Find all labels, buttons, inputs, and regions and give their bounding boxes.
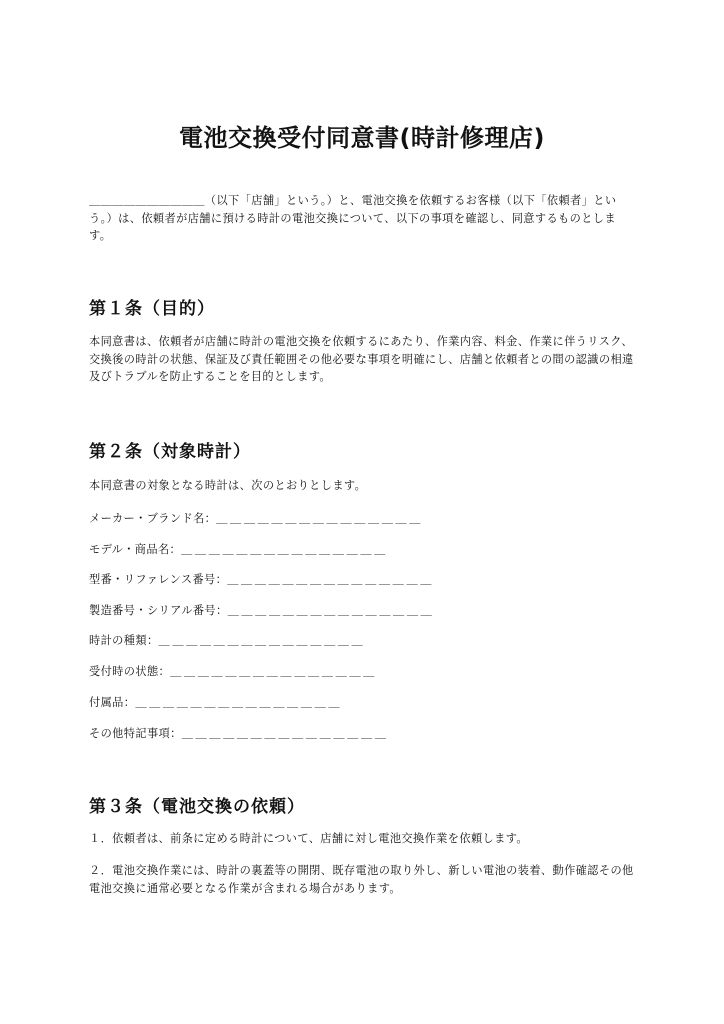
field-label: その他特記事項： xyxy=(89,727,182,740)
field-label: 製造番号・シリアル番号： xyxy=(89,604,228,617)
document-title: 電池交換受付同意書(時計修理店) xyxy=(179,124,545,152)
intro-paragraph: ＿＿＿＿＿＿＿＿＿＿（以下「店舗」という。）と、電池交換を依頼するお客様（以下「依頼者」という。）は、依頼者が店舗に預ける時計の電池交換について、以下の事項を確認し、同意するものとします。 xyxy=(89,194,617,242)
article-2-heading: 第２条（対象時計） xyxy=(89,442,251,462)
article-3-item-1: １．依頼者は、前条に定める時計について、店舗に対し電池交換作業を依頼します。 xyxy=(89,832,528,845)
field-label: 時計の種類： xyxy=(89,634,159,647)
blank-line: ＿＿＿＿＿＿＿＿＿＿＿＿＿＿＿ xyxy=(135,696,343,709)
article-3-item-2: ２．電池交換作業には、時計の裏蓋等の開閉、既存電池の取り外し、新しい電池の装着、動作確認その他電池交換に通常必要となる作業が含まれる場合があります。 xyxy=(89,864,634,895)
field-label: 付属品： xyxy=(89,696,136,709)
field-label: モデル・商品名： xyxy=(89,543,182,556)
field-reference-number xyxy=(89,571,434,587)
blank-line: ＿＿＿＿＿＿＿＿＿＿＿＿＿＿＿ xyxy=(181,543,388,556)
blank-line: ＿＿＿＿＿＿＿＿＿＿＿＿＿＿＿ xyxy=(170,665,377,678)
blank-line: ＿＿＿＿＿＿＿＿＿＿＿＿＿＿＿ xyxy=(227,604,435,617)
field-reception-condition xyxy=(89,663,377,679)
blank-line: ＿＿＿＿＿＿＿＿＿＿＿＿＿＿＿ xyxy=(181,727,389,740)
blank-line: ＿＿＿＿＿＿＿＿＿＿＿＿＿＿＿ xyxy=(158,634,366,647)
field-label: 型番・リファレンス番号： xyxy=(89,573,228,586)
field-brand-name xyxy=(89,510,423,526)
article-1-heading: 第１条（目的） xyxy=(89,299,215,319)
field-watch-type xyxy=(89,632,365,648)
blank-line: ＿＿＿＿＿＿＿＿＿＿＿＿＿＿＿ xyxy=(216,512,424,525)
field-label: メーカー・ブランド名： xyxy=(89,512,217,525)
field-serial-number xyxy=(89,602,434,618)
field-accessories xyxy=(89,694,342,710)
field-model-name xyxy=(89,541,388,557)
article-3-heading: 第３条（電池交換の依頼） xyxy=(89,797,305,817)
article-2-body: 本同意書の対象となる時計は、次のとおりとします。 xyxy=(89,479,367,492)
article-1-body: 本同意書は、依頼者が店舗に時計の電池交換を依頼するにあたり、作業内容、料金、作業に伴うリスク、交換後の時計の状態、保証及び責任範囲その他必要な事項を明確にし、店舗と依頼者との間の認識の相違及びトラブルを防止することを目的とします。 xyxy=(89,335,634,383)
field-label: 受付時の状態： xyxy=(89,665,171,678)
blank-line: ＿＿＿＿＿＿＿＿＿＿＿＿＿＿＿ xyxy=(227,573,435,586)
field-other-notes xyxy=(89,725,389,741)
